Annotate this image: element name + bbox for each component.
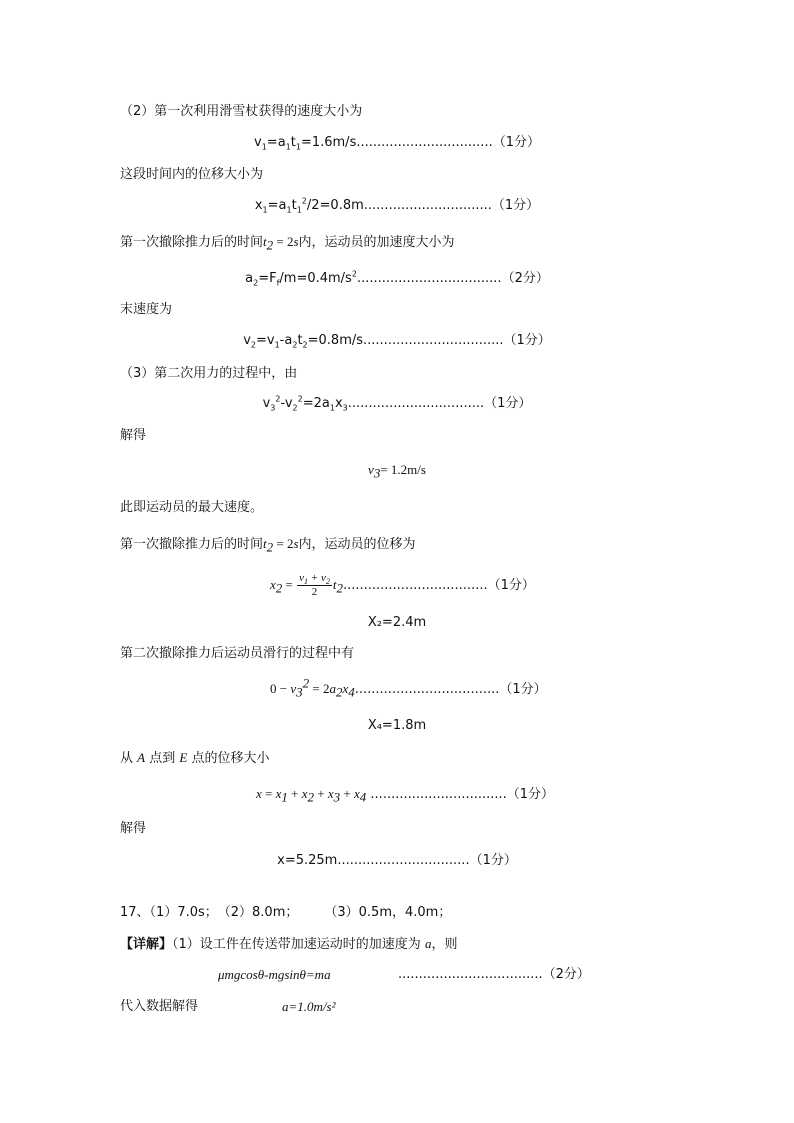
displacement-text: 这段时间内的位移大小为 bbox=[120, 167, 264, 182]
equation-newton: μmgcosθ-mgsinθ=ma bbox=[218, 967, 331, 982]
part3-heading: （3）第二次用力的过程中，由 bbox=[120, 366, 298, 381]
equation-v3-squared: $v_3^2-v_2^2=2a_1x_3.................................(1$分） bbox=[262, 394, 532, 413]
equation-x-total: $x = x_1 + x_2 + x_3 + x_4$ .................................（1分） bbox=[256, 786, 555, 805]
result-x4: X₄=1.8m bbox=[367, 718, 427, 733]
first-removal-text: 第一次撤除推力后的时间$t_2 = 2s$内，运动员的加速度大小为 bbox=[120, 234, 455, 253]
result-acceleration: a=1.0m/s² bbox=[282, 999, 336, 1014]
solve-label-2: 解得 bbox=[120, 821, 147, 836]
final-velocity-text: 末速度为 bbox=[120, 302, 173, 317]
equation-x4: $0 - v_3^2 = 2a_2x_4...................................(1$分） bbox=[270, 675, 547, 700]
equation-v2: $v_2=v_1-a_2t_2=0.8m/s..................................(1$分） bbox=[243, 333, 551, 350]
a-to-e-text: 从 A 点到 E 点的位移大小 bbox=[120, 750, 270, 766]
equation-a2: $a_2=F_f/m=0.4m/s^2...................................(2$分） bbox=[245, 269, 549, 288]
max-speed-text: 此即运动员的最大速度。 bbox=[120, 500, 264, 515]
q17-answers: 17、（1）7.0s； （2）8.0m； （3）0.5m，4.0m； bbox=[120, 905, 452, 920]
part2-heading: （2）第一次利用滑雪杖获得的速度大小为 bbox=[120, 104, 363, 119]
equation-x2: $x_2$ = $\frac{v_1 + v_2}{2}$ $t_2...................................(1$分） bbox=[270, 572, 535, 598]
equation-v3-result: $v_3= 1.2m/s$ bbox=[368, 462, 426, 481]
first-removal-displacement-text: 第一次撤除推力后的时间$t_2 = 2s$内，运动员的位移为 bbox=[120, 536, 416, 555]
equation-newton-dots: ...................................（2分） bbox=[398, 967, 590, 982]
equation-x1: $x_1=a_1t_1^2/2=0.8m...............................(1$分） bbox=[254, 196, 540, 215]
second-removal-text: 第二次撤除推力后运动员滑行的过程中有 bbox=[120, 646, 355, 661]
result-x-total: x=5.25m................................（1分） bbox=[277, 853, 517, 868]
solve-label-1: 解得 bbox=[120, 428, 147, 443]
equation-v1: $v_1=a_1t_1=1.6m/s.................................(1$分） bbox=[254, 135, 540, 152]
result-x2: X₂=2.4m bbox=[367, 615, 427, 630]
substitute-label: 代入数据解得 bbox=[120, 999, 199, 1014]
q17-detail-intro: 【详解】（1）设工件在传送带加速运动时的加速度为 a，则 bbox=[120, 936, 458, 952]
